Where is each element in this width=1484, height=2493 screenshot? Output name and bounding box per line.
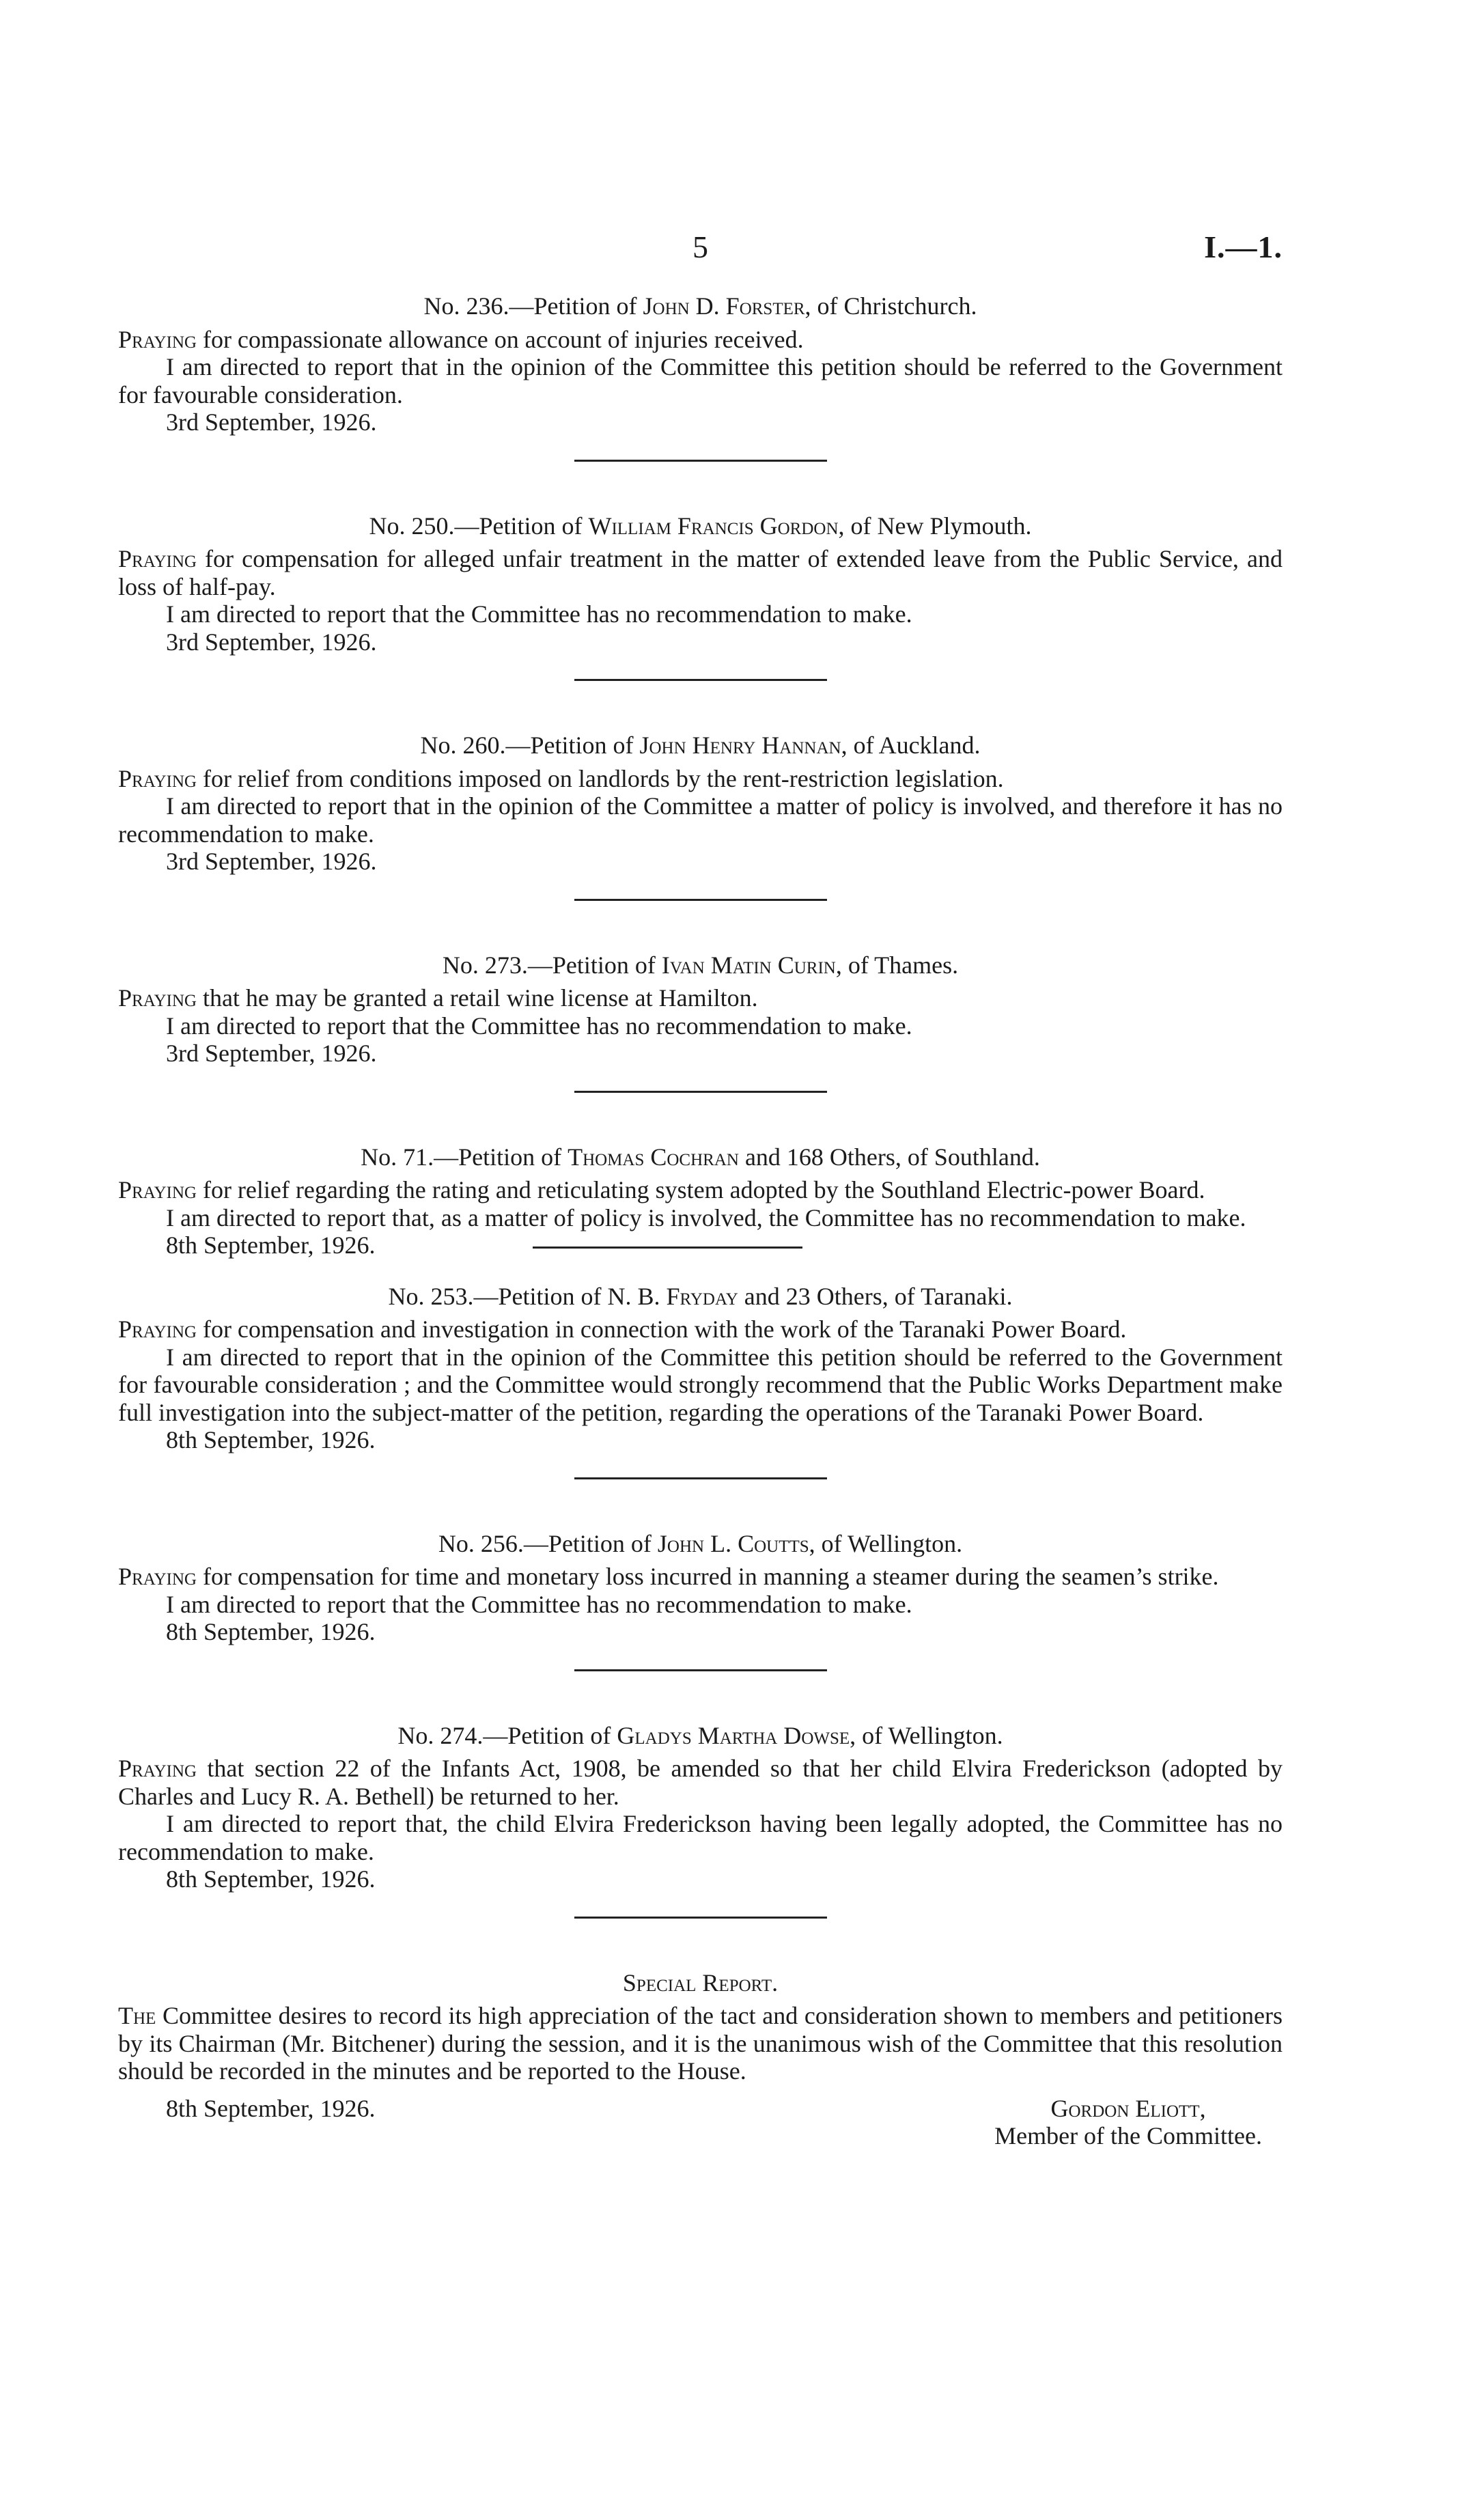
petition-title: No. 273.—Petition of Ivan Matin Curin, of Thames.	[442, 951, 959, 979]
petition-prayer: Praying for relief from conditions imposed on landlords by the rent-restriction legislation.	[118, 764, 1004, 792]
petition-title: No. 253.—Petition of N. B. Fryday and 23 Others, of Taranaki.	[388, 1282, 1013, 1310]
petition-prayer: Praying that section 22 of the Infants Act, 1908, be amended so that her child Elvira Frederickson (adopted by Charles and Lucy R. A. Bethell) be returned to her.	[118, 1755, 1283, 1810]
petition-title: No. 71.—Petition of Thomas Cochran and 168 Others, of Southland.	[361, 1143, 1040, 1171]
petition-title: No. 236.—Petition of John D. Forster, of Christchurch.	[423, 292, 977, 320]
document-page	[118, 0, 1283, 2493]
petition-report: I am directed to report that, as a matter of policy is involved, the Committee has no recommendation to make.	[166, 1203, 1246, 1231]
petition-prayer: Praying for compensation for time and monetary loss incurred in manning a steamer during the seamen’s strike.	[118, 1563, 1219, 1590]
divider-rule	[574, 460, 827, 462]
petition-date: 8th September, 1926.	[166, 1231, 376, 1259]
petition-title: No. 260.—Petition of John Henry Hannan, of Auckland.	[420, 732, 981, 759]
divider-rule	[574, 1091, 827, 1093]
petition-entry	[118, 1143, 1283, 1283]
petition-date: 3rd September, 1926.	[166, 408, 377, 436]
petition-entry	[118, 512, 1283, 682]
petition-title: No. 256.—Petition of John L. Coutts, of Wellington.	[438, 1529, 963, 1557]
divider-rule	[574, 1477, 827, 1479]
petition-date: 8th September, 1926.	[166, 1426, 376, 1453]
petition-prayer: Praying for compensation for alleged unfair treatment in the matter of extended leave from the Public Service, and loss of half-pay.	[118, 545, 1283, 600]
petitioner-name: Ivan Matin Curin	[661, 951, 836, 979]
petitioner-name: John L. Coutts	[657, 1529, 809, 1557]
divider-rule	[533, 1246, 802, 1249]
petitioner-name: Thomas Cochran	[568, 1143, 739, 1171]
petition-report: I am directed to report that, the child Elvira Frederickson having been legally adopted, the Committee has no recommendation to make.	[118, 1810, 1283, 1865]
special-report-heading: Special Report.	[622, 1968, 779, 1996]
divider-rule	[574, 679, 827, 681]
petition-date: 3rd September, 1926.	[166, 628, 377, 656]
petition-date: 8th September, 1926.	[166, 1865, 376, 1893]
petition-prayer: Praying for relief regarding the rating and reticulating system adopted by the Southland Electric-power Board.	[118, 1176, 1205, 1203]
petition-report: I am directed to report that in the opinion of the Committee this petition should be referred to the Government for favourable consideration.	[118, 353, 1283, 408]
petition-entry	[118, 951, 1283, 1093]
petitioner-name: John Henry Hannan	[639, 732, 841, 759]
petitioner-name: Fryday	[666, 1282, 738, 1310]
petition-report: I am directed to report that in the opinion of the Committee a matter of policy is involved, and therefore it has no recommendation to make.	[118, 792, 1283, 848]
petitioner-name: William Francis Gordon	[588, 512, 839, 540]
signature-row	[118, 2095, 1283, 2150]
petition-entry	[118, 1530, 1283, 1671]
petition-report: I am directed to report that the Committee has no recommendation to make.	[166, 1590, 912, 1618]
petition-date: 8th September, 1926.	[166, 1618, 376, 1645]
petition-entry	[118, 292, 1283, 462]
page-number: 5	[692, 229, 708, 264]
signatory-title: Member of the Committee.	[994, 2122, 1262, 2149]
petition-title: No. 250.—Petition of William Francis Gordon, of New Plymouth.	[369, 512, 1032, 540]
special-report	[118, 1969, 1283, 2150]
petition-date: 3rd September, 1926.	[166, 1040, 377, 1067]
petitioner-name: John D. Forster	[643, 292, 805, 320]
document-code: I.—1.	[1204, 229, 1283, 264]
divider-rule	[574, 1917, 827, 1919]
special-report-date: 8th September, 1926.	[166, 2094, 376, 2122]
signature-block	[994, 2095, 1283, 2150]
signatory-name: Gordon Eliott,	[1050, 2094, 1206, 2122]
petition-entry	[118, 1283, 1283, 1479]
petition-date: 3rd September, 1926.	[166, 848, 377, 875]
petition-prayer: Praying that he may be granted a retail wine license at Hamilton.	[118, 984, 758, 1012]
petition-report: I am directed to report that the Committee has no recommendation to make.	[166, 600, 912, 628]
petition-report: I am directed to report that in the opinion of the Committee this petition should be referred to the Government for favourable consideration ; and the Committee would strongly recommend that the Public Works Department make full investigation into the subject-matter of the petition, regarding the operations of the Taranaki Power Board.	[118, 1343, 1283, 1426]
petitioner-name: Gladys Martha Dowse	[617, 1721, 850, 1749]
special-report-body: The Committee desires to record its high appreciation of the tact and consideration shown to members and petitioners by its Chairman (Mr. Bitchener) during the session, and it is the unanimous wish of the Committee that this resolution should be recorded in the minutes and be reported to the House.	[118, 2002, 1283, 2085]
divider-rule	[574, 1669, 827, 1671]
petition-date-row	[118, 1231, 1283, 1259]
report-body	[118, 292, 1283, 2150]
petition-entry	[118, 1722, 1283, 1919]
petition-entry	[118, 732, 1283, 901]
divider-rule	[574, 899, 827, 901]
petition-prayer: Praying for compassionate allowance on account of injuries received.	[118, 325, 804, 353]
petition-title: No. 274.—Petition of Gladys Martha Dowse, of Wellington.	[397, 1721, 1003, 1749]
petition-report: I am directed to report that the Committee has no recommendation to make.	[166, 1012, 912, 1040]
petition-prayer: Praying for compensation and investigation in connection with the work of the Taranaki Power Board.	[118, 1315, 1127, 1343]
